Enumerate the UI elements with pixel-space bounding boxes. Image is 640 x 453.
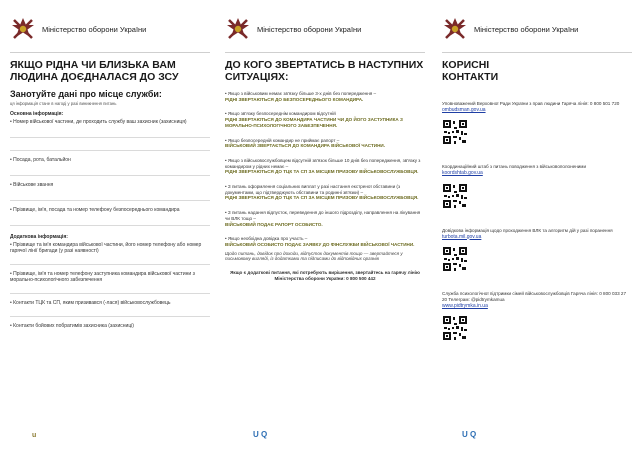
situation-item: • Якщо з військовослужбовцем відсутній зв'язок більше 10 днів без попередження, зв'язку з командиром у рідних немає – РІДНІ ЗВЕРТАЮТЬСЯ ДО ТЦК ТА СП ЗА МІСЦЕМ ПРИЗОВУ ВІЙСЬКОВОСЛУЖБОВЦЯ. bbox=[225, 157, 421, 175]
hotline-closing: Якщо є додаткові питання, які потребують вирішення, звертайтесь на гарячу лінію Міністерства оборони України: 0 800 500 442 bbox=[230, 270, 420, 281]
ministry-emblem-icon bbox=[225, 16, 251, 42]
situation-item: • З питань надання відпусток, переведення до іншого підрозділу, направлення на лікування чи ВЛК тощо – ВІЙСЬКОВИЙ ПОДАЄ РАПОРТ ОСОБИСТО. bbox=[225, 210, 421, 227]
field-unit-number: • Номер військової частини, де проходить службу ваш захисник (захисниця) bbox=[10, 118, 187, 125]
pidtrymka-link[interactable]: www.pidtrymka.in.ua bbox=[442, 302, 488, 309]
blank-line bbox=[10, 163, 210, 176]
header bbox=[225, 14, 425, 44]
footer-mark: U Q bbox=[253, 430, 268, 439]
qr-code-icon[interactable] bbox=[442, 183, 468, 209]
footer-mark: U Q bbox=[462, 430, 477, 439]
qr-code-icon[interactable] bbox=[442, 119, 468, 145]
extra-item: • Контакти бойових побратимів захисника (захисниці) bbox=[10, 322, 134, 329]
panel-title: КОРИСНІ КОНТАКТИ bbox=[442, 59, 499, 83]
blank-line bbox=[10, 138, 210, 151]
blank-line bbox=[10, 125, 210, 138]
blank-line bbox=[10, 213, 210, 226]
contact-koordshtab: Координаційний штаб з питань поводження з військовополоненими koordshtab.gov.ua bbox=[442, 164, 587, 177]
turbota-link[interactable]: turbota.mil.gov.ua bbox=[442, 233, 482, 240]
contact-pidtrymka: Служба психологічної підтримки сімей військовослужбовців Гаряча лінія: 0 800 033 27 20 Телеграм: @pidtrymkamua www.pidtrymka.in.ua bbox=[442, 291, 627, 309]
panel-record-service-info bbox=[10, 0, 210, 453]
ministry-emblem-icon bbox=[442, 16, 468, 42]
situation-item: • Якщо зв'язку безпосереднім командиром відсутній РІДНІ ЗВЕРТАЮТЬСЯ ДО КОМАНДИРА ЧАСТИНИ ЧИ ДО ЙОГО ЗАСТУПНИКА З МОРАЛЬНО-ПСИХОЛОГІЧНОГО ЗАБЕЗПЕЧЕННЯ. bbox=[225, 111, 403, 128]
ministry-emblem-icon bbox=[10, 16, 36, 42]
situation-item: • Якщо необхідна довідка про участь – ВІЙСЬКОВИЙ ОСОБИСТО ПОДАЄ ЗАЯВКУ ДО ФІНСЛУЖБИ ВІЙСЬКОВОЇ ЧАСТИНИ. bbox=[225, 236, 415, 247]
extra-item: • Контакти ТЦК та СП, яким призивався (-лася) військовослужбовець bbox=[10, 299, 171, 306]
situation-item: • Якщо з військовим немає зв'язку більше 3-х днів без попередження – РІДНІ ЗВЕРТАЮТЬСЯ ДО БЕЗПОСЕРЕДНЬОГО КОМАНДИРА. bbox=[225, 91, 377, 102]
extra-item: • Прізвище та ім'я командира військової частини, його номер телефону або номер гарячої лінії бригади (у разі наявності) bbox=[10, 241, 202, 254]
divider bbox=[442, 52, 632, 53]
field-rank: • Військове звання bbox=[10, 181, 54, 188]
situation-item: • Якщо безпосередній командир не приймає рапорт – ВІЙСЬКОВИЙ ЗВЕРТАЄТЬСЯ ДО КОМАНДИРА ВІЙСЬКОВОЇ ЧАСТИНИ. bbox=[225, 137, 385, 149]
panel-note: ця інформація стане в нагоді у разі виникнення питань bbox=[10, 101, 117, 106]
blank-line bbox=[10, 283, 210, 294]
header bbox=[10, 14, 210, 44]
main-info-label: Основна інформація: bbox=[10, 110, 64, 117]
divider bbox=[10, 52, 210, 53]
extra-info-label: Додаткова інформація: bbox=[10, 233, 68, 240]
contact-turbota: Довідкова інформація щодо проходження ВЛК та алгоритм дій у разі поранення turbota.mil.gov.ua bbox=[442, 227, 613, 240]
panel-title: ЯКЩО РІДНА ЧИ БЛИЗЬКА ВАМ ЛЮДИНА ДОЄДНАЛАСЯ ДО ЗСУ bbox=[10, 59, 179, 83]
panel-title: ДО КОГО ЗВЕРТАТИСЬ В НАСТУПНИХ СИТУАЦІЯХ: bbox=[225, 59, 424, 83]
panel-subtitle: Занотуйте дані про місце служби: bbox=[10, 89, 162, 99]
qr-code-icon[interactable] bbox=[442, 246, 468, 272]
ministry-name: Міністерство оборони України bbox=[474, 24, 579, 34]
situation-item: • З питань оформлення соціальних виплат у разі настання екстреної обставини (з документами, що підтверджують обставини та родинні зв'язки) – РІДНІ ЗВЕРТАЮТЬСЯ ДО ТЦК ТА СП ЗА МІСЦЕМ ПРИЗОВУ ВІЙСЬКОВОСЛУЖБОВЦЯ. bbox=[225, 184, 419, 201]
header bbox=[442, 14, 632, 44]
divider bbox=[225, 52, 425, 53]
blank-line bbox=[10, 188, 210, 201]
footer-mark: u bbox=[32, 432, 37, 439]
italic-note: Щодо питань, довідок про доходи, відпусток документів тощо — звертайтеся у письмовому вигляді, із додатками та підписами до відповідних органів bbox=[225, 250, 403, 262]
contact-ombudsman: Уповноважений Верховної Ради України з прав людини Гаряча лінія: 0 800 501 720 ombudsman.gov.ua bbox=[442, 101, 620, 113]
koordshtab-link[interactable]: koordshtab.gov.ua bbox=[442, 170, 483, 177]
ombudsman-link[interactable]: ombudsman.gov.ua bbox=[442, 106, 486, 113]
panel-useful-contacts bbox=[442, 0, 632, 453]
panel-who-to-contact bbox=[225, 0, 425, 453]
ministry-name: Міністерство оборони України bbox=[42, 24, 147, 34]
ministry-name: Міністерство оборони України bbox=[257, 24, 362, 34]
extra-item: • Прізвище, ім'я та номер телефону заступника командира військової частини з морально-психологічного забезпечення bbox=[10, 270, 195, 283]
blank-line bbox=[10, 254, 210, 265]
blank-line bbox=[10, 306, 210, 317]
field-position: • Посада, рота, батальйон bbox=[10, 156, 71, 163]
qr-code-icon[interactable] bbox=[442, 315, 468, 341]
field-commander: • Прізвище, ім'я, посада та номер телефону безпосереднього командира bbox=[10, 206, 180, 213]
